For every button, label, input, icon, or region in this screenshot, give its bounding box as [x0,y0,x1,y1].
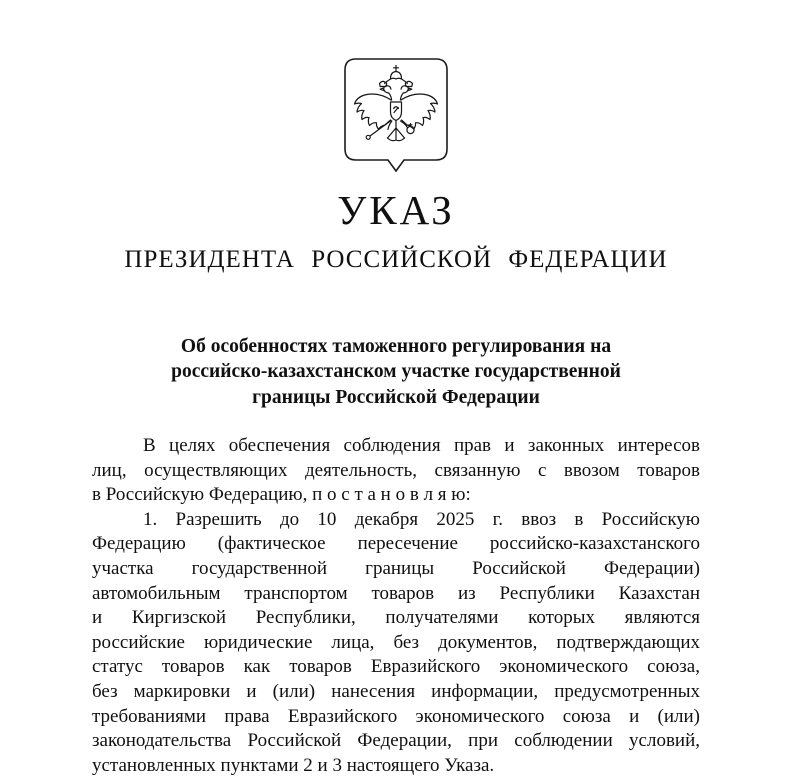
body-line: без маркировки и (или) нанесения информации, предусмотренных [92,680,700,702]
decree-subject-line: границы Российской Федерации [252,386,540,408]
decree-subject-line: Об особенностях таможенного регулирования на [180,335,612,357]
russian-coat-of-arms-icon [344,58,448,174]
body-line: статус товаров как товаров Евразийского экономического союза, [92,656,700,678]
decree-type-title: УКАЗ [337,187,455,233]
body-line: 1. Разрешить до 10 декабря 2025 г. ввоз в Российскую [143,508,700,530]
decree-subject [92,334,700,411]
decree-issuer: ПРЕЗИДЕНТА РОССИЙСКОЙ ФЕДЕРАЦИИ [124,246,668,273]
body-line: В целях обеспечения соблюдения прав и законных интересов [143,435,700,456]
body-line: лиц, осуществляющих деятельность, связанную с ввозом товаров [92,459,700,481]
decree-subject-line: российско-казахстанском участке государственной [171,361,621,382]
body-line: требованиями права Евразийского экономического союза и (или) [92,705,700,727]
body-line: законодательства Российской Федерации, при соблюдении условий, [92,730,700,752]
body-line: и Киргизской Республики, получателями которых являются [92,607,700,629]
decree-body [92,434,700,778]
body-line: российские юридические лица, без документов, подтверждающих [92,631,700,653]
body-line: автомобильным транспортом товаров из Республики Казахстан [92,582,700,604]
body-line: установленных пунктами 2 и 3 настоящего Указа. [92,754,495,776]
body-line: в Российскую Федерацию, п о с т а н о в л я ю: [92,484,471,506]
body-line: Федерацию (фактическое пересечение российско-казахстанского [92,533,700,555]
body-line: участка государственной границы Российской Федерации) [92,557,700,579]
